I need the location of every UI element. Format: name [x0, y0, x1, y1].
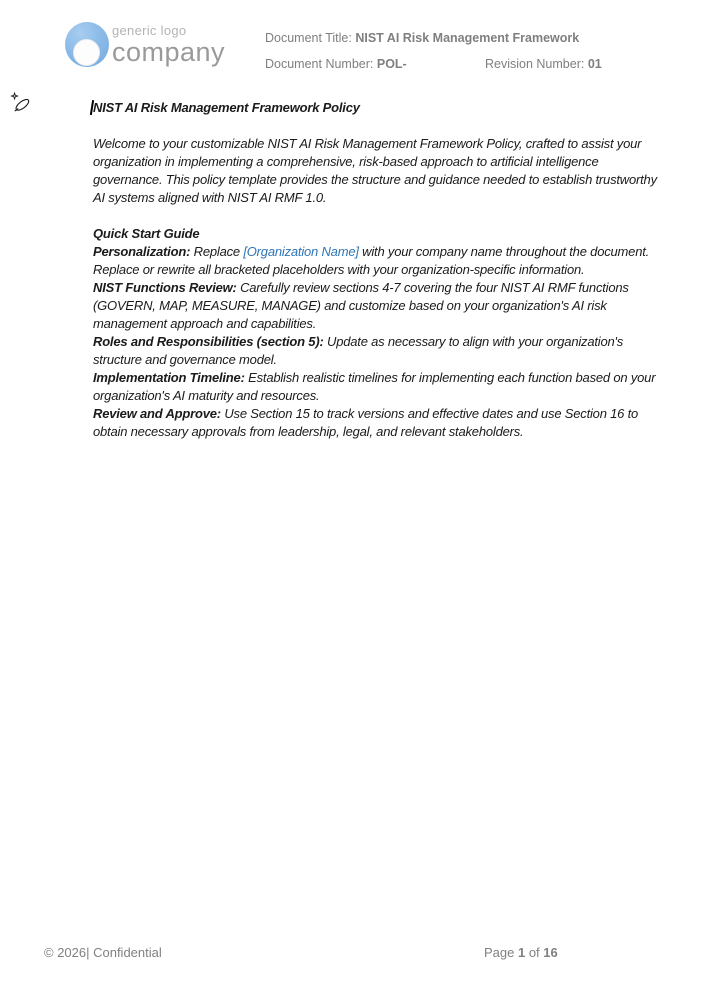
document-title-label: Document Title:: [265, 31, 356, 45]
document-title-value: NIST AI Risk Management Framework: [355, 31, 580, 45]
guide-item-review-approve: Review and Approve: Use Section 15 to track versions and effective dates and use Section 16 to obtain necessary approvals from leadership, legal, and relevant stakeholders.: [93, 406, 639, 439]
document-number-value: POL-: [376, 57, 407, 71]
organization-name-placeholder: [Organization Name]: [243, 244, 359, 259]
document-body: [93, 99, 671, 441]
document-title-row: [265, 31, 579, 45]
guide-item-personalization: Personalization: Replace [Organization Name] with your company name throughout the document. Replace or rewrite all bracketed placeholders with your organization-specific information.: [93, 244, 650, 277]
logo-white-circle-icon: [73, 39, 100, 66]
guide-item-label: Implementation Timeline:: [93, 370, 245, 385]
guide-item-label: Personalization:: [93, 244, 191, 259]
quick-start-heading: Quick Start Guide: [93, 226, 200, 241]
company-logo: [60, 20, 250, 72]
revision-number-row: [485, 57, 602, 71]
revision-number-label: Revision Number:: [485, 57, 588, 71]
document-number-row: [265, 57, 407, 71]
logo-text: [112, 23, 225, 66]
copilot-pen-sparkle-icon[interactable]: [10, 91, 32, 115]
guide-item-label: Review and Approve:: [93, 406, 221, 421]
footer-confidential: © 2026| Confidential: [44, 945, 162, 960]
guide-item-label: NIST Functions Review:: [93, 280, 237, 295]
revision-number-value: 01: [587, 57, 602, 71]
page-current: 1: [517, 945, 526, 960]
document-number-label: Document Number:: [265, 57, 377, 71]
intro-paragraph: Welcome to your customizable NIST AI Risk Management Framework Policy, crafted to assist your organization in implementing a comprehensive, risk-based approach to artificial intelligence governance. This policy template provides the structure and guidance needed to establish trustworthy AI systems aligned with NIST AI RMF 1.0.: [93, 136, 657, 205]
guide-item-roles: Roles and Responsibilities (section 5): Update as necessary to align with your organization's structure and governance model.: [93, 334, 624, 367]
policy-title: NIST AI Risk Management Framework Policy: [93, 99, 671, 117]
guide-item-label: Roles and Responsibilities (section 5):: [93, 334, 324, 349]
guide-item-timeline: Implementation Timeline: Establish realistic timelines for implementing each function based on your organization's AI maturity and resources.: [93, 370, 656, 403]
logo-company-name: company: [112, 37, 226, 67]
logo-tagline: generic logo: [112, 23, 187, 38]
footer-page-number: Page 1 of 16: [484, 945, 558, 960]
page-total: 16: [543, 945, 558, 960]
guide-item-nist-functions: NIST Functions Review: Carefully review sections 4-7 covering the four NIST AI RMF functions (GOVERN, MAP, MEASURE, MANAGE) and customize based on your organization's AI risk management approach and capabilities.: [93, 280, 629, 331]
